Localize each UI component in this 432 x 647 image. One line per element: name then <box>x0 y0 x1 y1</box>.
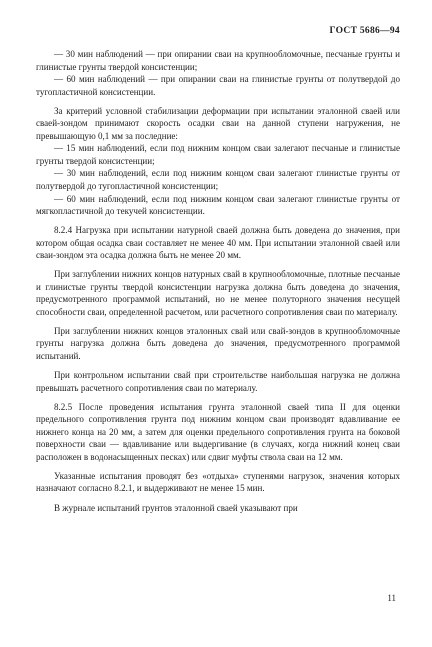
paragraph: 8.2.4 Нагрузка при испытании натурной сваей должна быть доведена до значения, при котором общая осадка сваи составляет не менее 40 мм. При испытании эталонной сваей или сваи-зондом эта осадка должна быть не менее 20 мм. <box>36 225 400 261</box>
paragraph: При контрольном испытании свай при строительстве наибольшая нагрузка не должна превышать расчетного сопротивления сваи по материалу. <box>36 370 400 393</box>
paragraph: — 60 мин наблюдений, если под нижним концом сваи залегают глинистые грунты от мягкопластичной до текучей консистенции. <box>36 193 400 217</box>
paragraph: При заглублении нижних концов эталонных свай или свай-зондов в крупнообломочные грунты нагрузка должна быть доведена до значения, предусмотренного программой испытаний. <box>36 325 400 362</box>
paragraph: — 30 мин наблюдений — при опирании сваи на крупнообломочные, песчаные грунты и глинистые грунты твердой консистенции; <box>36 49 400 72</box>
paragraph: За критерий условной стабилизации деформации при испытании эталонной сваей или сваей-зондом принимают скорость осадки сваи на данной ступени нагружения, не превышающую 0,1 мм за последние: <box>36 105 400 141</box>
paragraph: Указанные испытания проводят без «отдыха» ступенями нагрузок, значения которых назначают согласно 8.2.1, и выдерживают не менее 15 мин. <box>36 470 400 494</box>
standard-header: ГОСТ 5686—94 <box>329 26 400 36</box>
paragraph: — 15 мин наблюдений, если под нижним концом сваи залегают песчаные и глинистые грунты твердой консистенции; <box>36 143 400 166</box>
page-number: 11 <box>387 593 396 603</box>
paragraph: — 60 мин наблюдений — при опирании сваи на глинистые грунты от полутвердой до тугопластичной консистенции. <box>36 74 400 97</box>
paragraph: — 30 мин наблюдений, если под нижним концом сваи залегают глинистые грунты от полутвердой до тугопластичной консистенции; <box>36 168 400 191</box>
paragraph: В журнале испытаний грунтов эталонной сваей указывают при <box>54 502 298 513</box>
body-text <box>36 48 400 521</box>
paragraph: При заглублении нижних концов натурных свай в крупнообломочные, плотные песчаные и глинистые грунты твердой консистенции нагрузка должна быть доведена до значения, предусмотренного программой испытаний, но не менее полуторного значения несущей способности сваи, определенной расчетом, или расчетного сопротивления сваи по материалу. <box>36 269 400 317</box>
paragraph: 8.2.5 После проведения испытания грунта эталонной сваей типа II для оценки предельного сопротивления грунта под нижним концом сваи производят вдавливание ее нижнего конца на 20 мм, а затем для оценки предельного сопротивления грунта на боковой поверхности сваи — вдавливание или выдергивание (в случаях, когда нижний конец сваи расположен в водонасыщенных песках) или сдвиг муфты ствола сваи на 12 мм. <box>36 401 400 462</box>
